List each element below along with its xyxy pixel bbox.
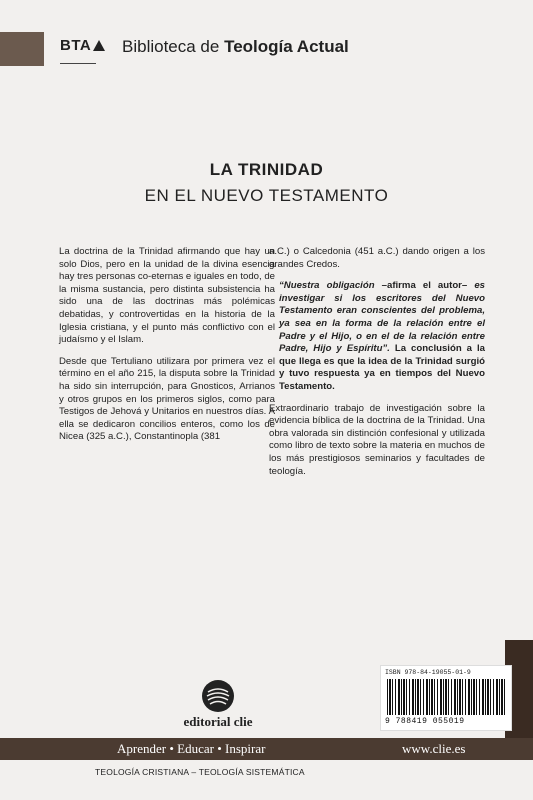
paragraph-intro: La doctrina de la Trinidad afirmando que hay un solo Dios, pero en la unidad de la divina esencia hay tres personas co-eternas e iguales en todo, de la misma sustancia, pero distinta subsistencia ha sido una de las doctrinas más polémicas debatidas, y controvertidas en la historia de la Iglesia cristiana, y el punto más conflictivo con el judaísmo y el Islam. (59, 246, 275, 346)
series-bold: Teología Actual (224, 37, 349, 56)
header-color-block (0, 32, 44, 66)
footer-band (0, 738, 533, 760)
publisher-website: www.clie.es (402, 741, 466, 756)
book-title (0, 160, 533, 206)
triangle-icon (93, 40, 105, 51)
publisher-slogan: Aprender • Educar • Inspirar (117, 741, 266, 756)
isbn-label: ISBN 978-84-19055-01-9 (385, 669, 471, 676)
bta-logo (60, 37, 105, 54)
series-title (122, 37, 349, 57)
category-line: TEOLOGÍA CRISTIANA – TEOLOGÍA SISTEMÁTICA (95, 767, 305, 777)
author-quote (269, 280, 485, 393)
header-band (0, 32, 533, 66)
barcode (380, 665, 512, 731)
quote-normal-1: –afirma el autor– (374, 280, 475, 292)
series-prefix: Biblioteca de (122, 37, 225, 56)
body-column-right (269, 246, 485, 487)
logo-underline (60, 63, 96, 64)
paragraph-credos: a.C.) o Calcedonia (451 a.C.) dando origen a los grandes Credos. (269, 246, 485, 270)
title-line-1: LA TRINIDAD (209, 160, 324, 179)
paragraph-description: Extraordinario trabajo de investigación sobre la evidencia bíblica de la doctrina de la Trinidad. Una obra valorada sin distinción confesional y utilizada como libro de texto sobre la materia en muchos de los más prestigiosos seminarios y facultades de teología. (269, 402, 485, 477)
barcode-number: 9 788419 055019 (385, 717, 465, 726)
quote-normal-2: La conclusión a la que llega es que la idea de la Trinidad surgió y tuvo respuesta ya en tiempos del Nuevo Testamento. (279, 343, 485, 392)
clie-logo-icon (200, 678, 236, 714)
bta-logo-text: BTA (60, 37, 92, 54)
body-column-left (59, 246, 275, 453)
publisher-name: editorial clie (183, 714, 253, 729)
barcode-bars (387, 679, 505, 715)
paragraph-history: Desde que Tertuliano utilizara por primera vez el término en el año 215, la disputa sobre la Trinidad ha sido sin interrupción, para Gnosticos, Arrianos y otros grupos en los primeros siglos, como para Testigos de Jehová y Unitarios en nuestros días. A ella se dedicaron concilios enteros, como los de Nicea (325 a.C.), Constantinopla (381 (59, 355, 275, 443)
quote-italic-1: “Nuestra obligación (279, 280, 375, 292)
title-line-2: EN EL NUEVO TESTAMENTO (144, 186, 389, 205)
quote-italic-2: es investigar si los escritores del Nuevo Testamento eran conscientes del problema, ya sea en la forma de la relación entre el Padre y el Hijo, o en el de la relación entre Padre, Hijo y Espíritu”. (279, 280, 486, 355)
